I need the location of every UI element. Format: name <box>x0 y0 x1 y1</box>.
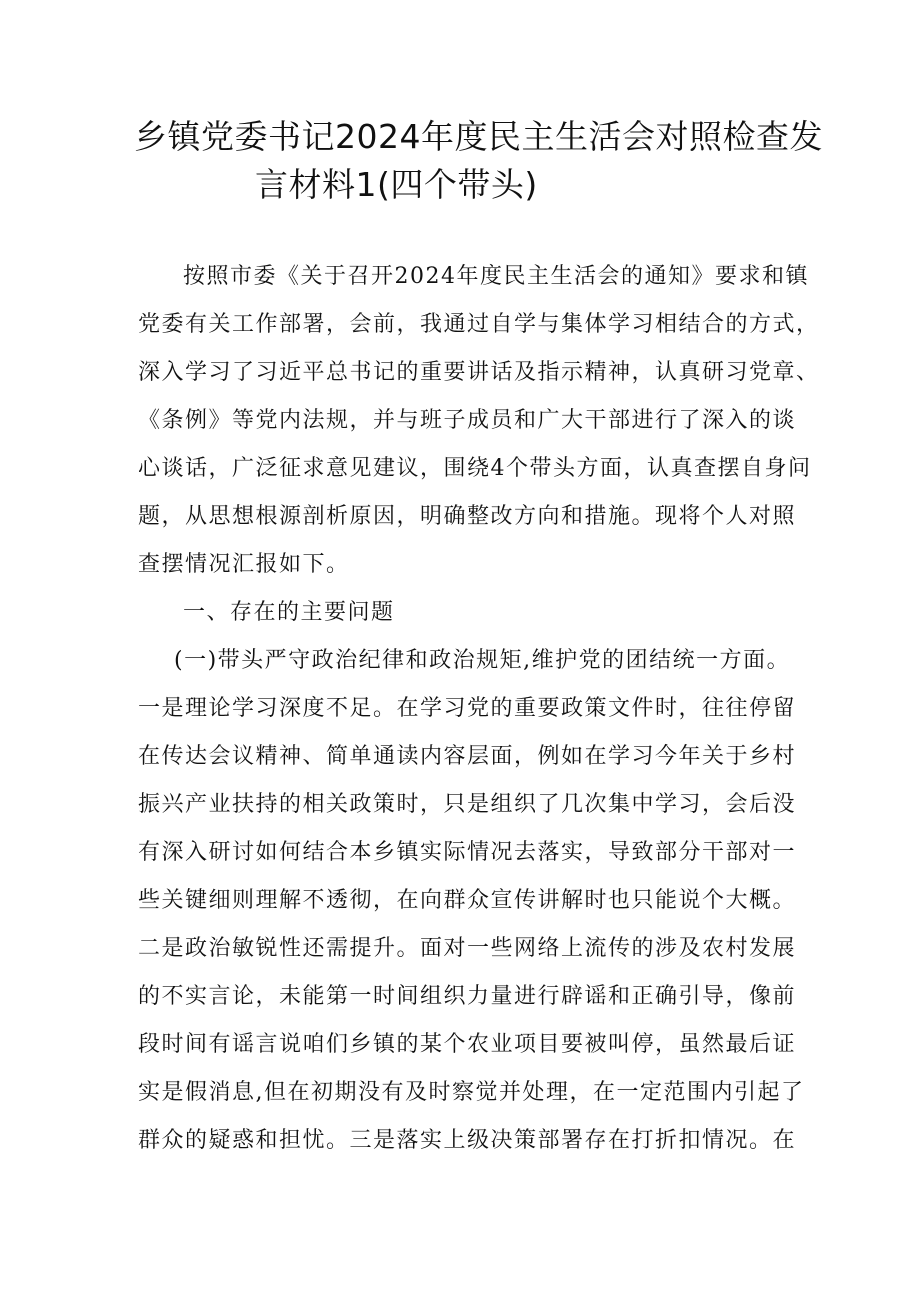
intro-line-6: 题，从思想根源剖析原因，明确整改方向和措施。现将个人对照 <box>138 504 797 529</box>
body-line-7: 的不实言论，未能第一时间组织力量进行辟谣和正确引导，像前 <box>138 984 797 1009</box>
document-title-line-1: 乡镇党委书记2024年度民主生活会对照检查发 <box>134 117 823 156</box>
subsection-heading: (一)带头严守政治纪律和政治规矩,维护党的团结统一方面。 <box>174 648 791 673</box>
body-line-9: 实是假消息,但在初期没有及时察觉并处理，在一定范围内引起了 <box>138 1080 805 1105</box>
intro-line-3: 深入学习了习近平总书记的重要讲话及指示精神，认真研习党章、 <box>138 360 820 385</box>
section-heading: 一、存在的主要问题 <box>183 600 395 625</box>
body-line-5: 些关键细则理解不透彻，在向群众宣传讲解时也只能说个大概。 <box>138 888 797 913</box>
body-line-1: 一是理论学习深度不足。在学习党的重要政策文件时，往往停留 <box>138 696 797 721</box>
document-title-line-2: 言材料1(四个带头) <box>255 165 538 204</box>
intro-line-5: 心谈话，广泛征求意见建议，围绕4个带头方面，认真查摆自身问 <box>138 456 812 481</box>
intro-line-1: 按照市委《关于召开2024年度民主生活会的通知》要求和镇 <box>183 264 809 289</box>
body-line-10: 群众的疑惑和担忧。三是落实上级决策部署存在打折扣情况。在 <box>138 1128 797 1153</box>
body-line-4: 有深入研讨如何结合本乡镇实际情况去落实，导致部分干部对一 <box>138 840 797 865</box>
body-line-2: 在传达会议精神、简单通读内容层面，例如在学习今年关于乡村 <box>138 744 797 769</box>
body-line-6: 二是政治敏锐性还需提升。面对一些网络上流传的涉及农村发展 <box>138 936 797 961</box>
body-line-3: 振兴产业扶持的相关政策时，只是组织了几次集中学习，会后没 <box>138 792 797 817</box>
body-line-8: 段时间有谣言说咱们乡镇的某个农业项目要被叫停，虽然最后证 <box>138 1032 797 1057</box>
intro-line-7: 查摆情况汇报如下。 <box>138 552 350 577</box>
intro-line-4: 《条例》等党内法规，并与班子成员和广大干部进行了深入的谈 <box>138 408 797 433</box>
intro-line-2: 党委有关工作部署，会前，我通过自学与集体学习相结合的方式， <box>138 312 820 337</box>
